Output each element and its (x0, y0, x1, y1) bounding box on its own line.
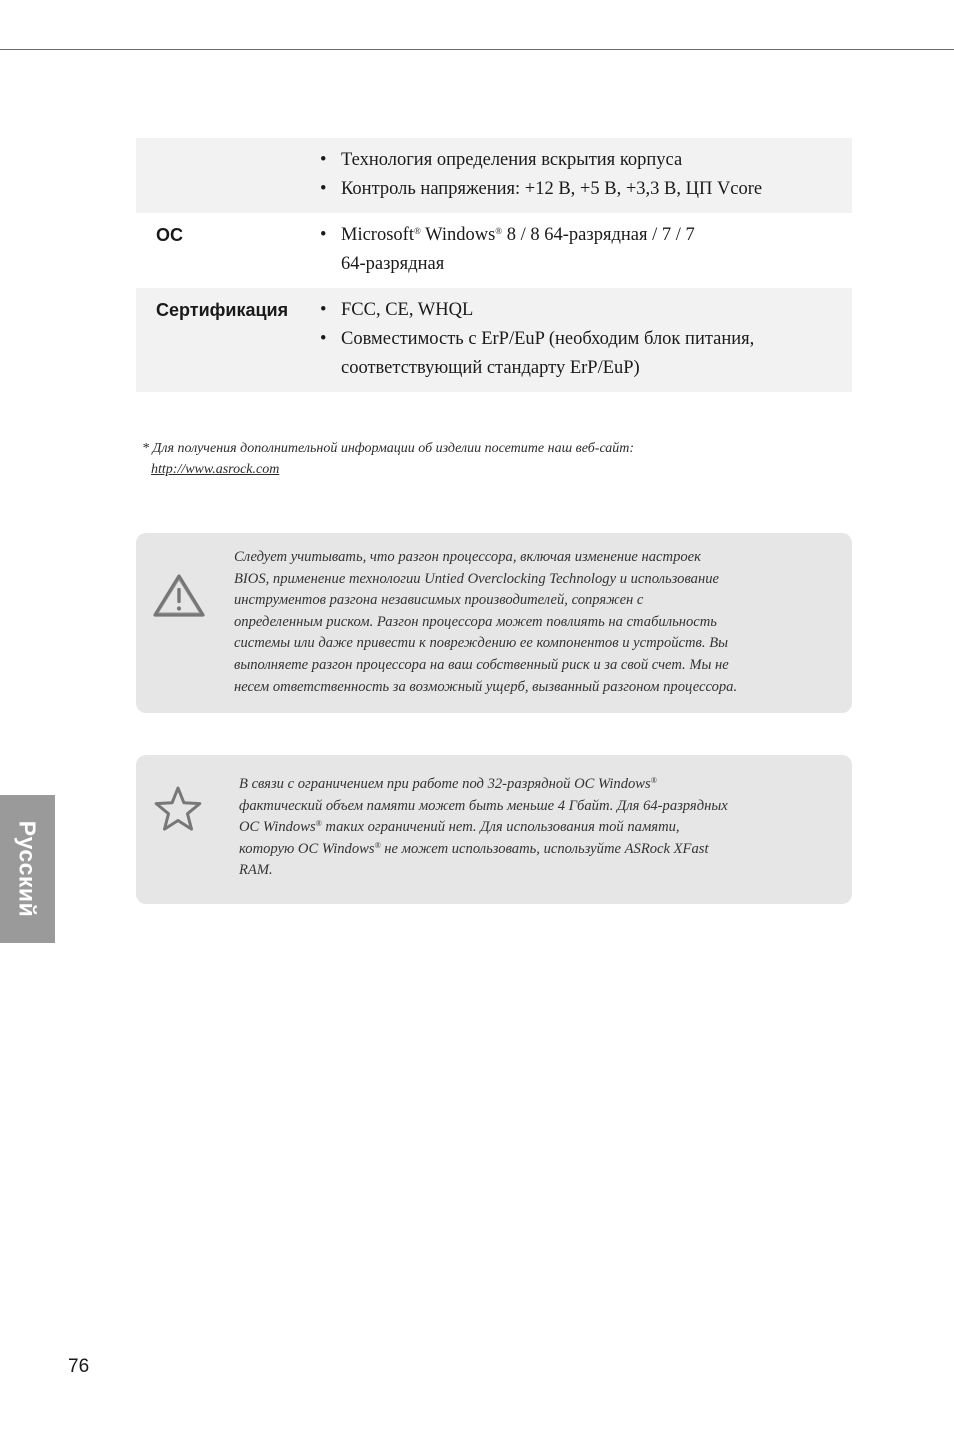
spec-item (306, 325, 852, 383)
registered-mark: ® (650, 776, 657, 785)
os-versions: 8 / 8 64-разрядная / 7 / 7 (502, 225, 695, 245)
star-note-text (239, 774, 784, 882)
footnote (142, 438, 842, 480)
language-tab-label: Русский (14, 820, 41, 918)
spec-row-os (136, 213, 852, 288)
footnote-text: * Для получения дополнительной информации об изделии посетите наш веб-сайт: (142, 441, 635, 456)
spec-row-certification (136, 288, 852, 392)
warning-line: Следует учитывать, что разгон процессора, включая изменение настроек (234, 549, 701, 565)
spec-item: • Контроль напряжения: +12 В, +5 В, +3,3 В, ЦП Vcore (306, 175, 852, 204)
star-line (239, 839, 784, 861)
registered-mark: ® (413, 226, 421, 236)
registered-mark: ® (495, 226, 503, 236)
spec-item: • FCC, CE, WHQL (306, 296, 852, 325)
star-line-text: не может использовать, используйте ASRock XFast (380, 840, 709, 857)
warning-note-text (234, 547, 794, 698)
registered-mark: ® (374, 840, 381, 850)
spec-label-certification: Сертификация (156, 300, 289, 320)
spec-table (136, 138, 852, 392)
star-line: RAM. (239, 862, 273, 879)
spec-item-os (306, 221, 852, 279)
registered-mark: ® (315, 819, 322, 829)
star-line-text: таких ограничений нет. Для использования той памяти, (321, 819, 680, 836)
spec-value (306, 221, 852, 288)
spec-row-monitoring (136, 138, 852, 213)
warning-line: несем ответственность за возможный ущерб, вызванный разгоном процессора. (234, 678, 738, 695)
spec-item: • Технология определения вскрытия корпуса (306, 146, 852, 175)
star-line: фактический объем памяти может быть меньше 4 Гбайт. Для 64-разрядных (239, 797, 728, 814)
os-microsoft: Microsoft (341, 225, 414, 245)
warning-triangle-icon (152, 571, 206, 619)
star-icon (152, 785, 204, 833)
star-line (239, 774, 784, 796)
star-line-text: которую ОС Windows (239, 840, 375, 857)
warning-line: системы или даже привести к повреждению ее компонентов и устройств. Вы (234, 635, 728, 652)
os-windows: Windows (420, 225, 496, 245)
spec-value (306, 296, 852, 392)
warning-line: выполняете разгон процессора на ваш собственный риск и за свой счет. Мы не (234, 656, 729, 673)
star-line-text: ОС Windows (239, 819, 316, 836)
warning-line: BIOS, применение технологии Untied Overclocking Technology и использование (234, 570, 719, 587)
website-link[interactable]: http://www.asrock.com (151, 462, 280, 477)
spec-item-line: соответствующий стандарту ErP/EuP) (341, 358, 640, 378)
spec-item-line: Совместимость с ErP/EuP (необходим блок питания, (341, 329, 755, 349)
star-line-text: В связи с ограничением при работе под 32-разрядной ОС Windows (239, 776, 651, 792)
spec-value (306, 146, 852, 213)
spec-label (136, 146, 306, 213)
star-line (239, 817, 784, 839)
spec-label-os: ОС (156, 225, 183, 245)
top-rule (0, 49, 954, 50)
warning-line: определенным риском. Разгон процессора может повлиять на стабильность (234, 613, 717, 630)
warning-line: инструментов разгона независимых производителей, сопряжен с (234, 592, 644, 609)
page-number: 76 (68, 1356, 90, 1377)
os-versions-cont: 64-разрядная (341, 254, 445, 274)
